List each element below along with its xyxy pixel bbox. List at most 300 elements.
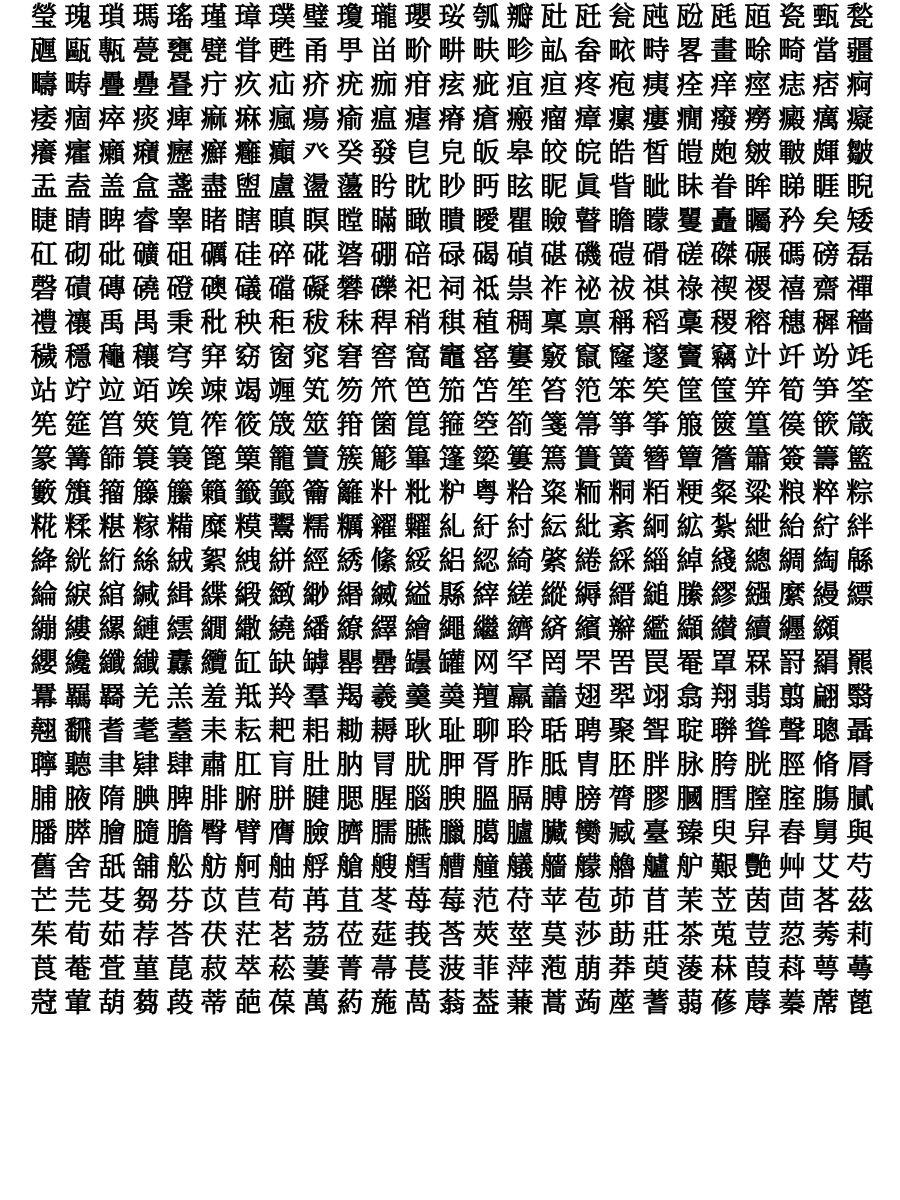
glyph-cell: 笋: [812, 375, 840, 407]
glyph-cell: 眩: [506, 171, 534, 203]
glyph-cell: 磔: [710, 239, 738, 271]
glyph-cell: 莠: [812, 919, 840, 951]
glyph-cell: 臉: [302, 817, 330, 849]
glyph-cell: 筬: [268, 409, 296, 441]
glyph-cell: 罔: [540, 647, 568, 679]
glyph-cell: 痰: [132, 103, 160, 135]
glyph-cell: 肭: [336, 749, 364, 781]
glyph-cell: 菴: [64, 953, 92, 985]
glyph-cell: 罸: [778, 647, 806, 679]
glyph-cell: 膃: [472, 783, 500, 815]
glyph-cell: 甃: [846, 1, 874, 33]
glyph-cell: 聳: [744, 715, 772, 747]
glyph-cell: 肆: [166, 749, 194, 781]
glyph-cell: 粨: [642, 477, 670, 509]
glyph-cell: 皹: [812, 137, 840, 169]
glyph-cell: 瓰: [676, 1, 704, 33]
glyph-cell: 艪: [608, 851, 636, 883]
glyph-cell: 甎: [98, 35, 126, 67]
glyph-cell: 砠: [166, 239, 194, 271]
glyph-cell: 萸: [642, 953, 670, 985]
glyph-cell: 蓊: [438, 987, 466, 1019]
glyph-cell: 羈: [64, 681, 92, 713]
glyph-cell: 簗: [472, 443, 500, 475]
glyph-cell: 穢: [30, 341, 58, 373]
glyph-cell: 瞋: [268, 205, 296, 237]
glyph-cell: 眦: [642, 171, 670, 203]
glyph-cell: 莨: [30, 953, 58, 985]
glyph-cell: 胄: [574, 749, 602, 781]
glyph-cell: 脉: [676, 749, 704, 781]
glyph-cell: 瘋: [268, 103, 296, 135]
glyph-cell: 經: [302, 545, 330, 577]
glyph-cell: 翊: [642, 681, 670, 713]
glyph-cell: 艤: [506, 851, 534, 883]
glyph-cell: 艀: [302, 851, 330, 883]
glyph-cell: 痼: [64, 103, 92, 135]
glyph-cell: 舅: [812, 817, 840, 849]
glyph-cell: 苞: [574, 885, 602, 917]
glyph-cell: 荅: [166, 919, 194, 951]
glyph-cell: 矇: [642, 205, 670, 237]
glyph-cell: 茫: [234, 919, 262, 951]
glyph-cell: 皴: [744, 137, 772, 169]
glyph-cell: 磽: [132, 273, 160, 305]
glyph-cell: 瘤: [540, 103, 568, 135]
glyph-cell: 羃: [30, 681, 58, 713]
glyph-cell: 碾: [744, 239, 772, 271]
glyph-cell: 與: [846, 817, 874, 849]
glyph-cell: 糢: [234, 511, 262, 543]
glyph-cell: 繖: [234, 613, 262, 645]
glyph-cell: 眈: [404, 171, 432, 203]
glyph-cell: 瞿: [506, 205, 534, 237]
glyph-cell: 眞: [574, 171, 602, 203]
glyph-cell: 粽: [846, 477, 874, 509]
glyph-cell: 碣: [472, 239, 500, 271]
glyph-cell: 纒: [778, 613, 806, 645]
glyph-cell: 矣: [812, 205, 840, 237]
glyph-cell: 甬: [302, 35, 330, 67]
glyph-cell: 縢: [676, 579, 704, 611]
glyph-cell: 縋: [642, 579, 670, 611]
glyph-cell: 硼: [370, 239, 398, 271]
glyph-cell: 臟: [540, 817, 568, 849]
glyph-cell: 瞑: [302, 205, 330, 237]
glyph-cell: 瘍: [302, 103, 330, 135]
glyph-cell: 臂: [234, 817, 262, 849]
glyph-cell: 絳: [30, 545, 58, 577]
glyph-cell: 皖: [574, 137, 602, 169]
glyph-cell: 皺: [846, 137, 874, 169]
glyph-cell: 紿: [778, 511, 806, 543]
glyph-cell: 甞: [234, 35, 262, 67]
glyph-cell: 胙: [506, 749, 534, 781]
glyph-cell: 翹: [30, 715, 58, 747]
glyph-cell: 筥: [98, 409, 126, 441]
glyph-cell: 畭: [744, 35, 772, 67]
glyph-cell: 紂: [506, 511, 534, 543]
glyph-cell: 腑: [234, 783, 262, 815]
glyph-cell: 耒: [200, 715, 228, 747]
glyph-cell: 痒: [710, 69, 738, 101]
glyph-cell: 聢: [676, 715, 704, 747]
glyph-cell: 艱: [710, 851, 738, 883]
glyph-cell: 疳: [404, 69, 432, 101]
glyph-cell: 臧: [608, 817, 636, 849]
glyph-cell: 磧: [64, 273, 92, 305]
glyph-cell: 縹: [846, 579, 874, 611]
glyph-cell: 瞻: [608, 205, 636, 237]
glyph-cell: 篋: [710, 409, 738, 441]
glyph-cell: 萇: [404, 953, 432, 985]
glyph-cell: 舐: [98, 851, 126, 883]
glyph-cell: 辮: [608, 613, 636, 645]
glyph-cell: 紜: [540, 511, 568, 543]
glyph-cell: 窰: [472, 341, 500, 373]
glyph-cell: 糅: [64, 511, 92, 543]
glyph-cell: 睾: [166, 205, 194, 237]
glyph-cell: 芻: [132, 885, 160, 917]
glyph-cell: 綰: [98, 579, 126, 611]
glyph-cell: 聨: [710, 715, 738, 747]
glyph-cell: 罩: [710, 647, 738, 679]
glyph-cell: 甼: [336, 35, 364, 67]
glyph-cell: 糺: [438, 511, 466, 543]
glyph-cell: 繝: [200, 613, 228, 645]
glyph-cell: 籘: [166, 477, 194, 509]
glyph-cell: 窕: [302, 341, 330, 373]
glyph-cell: 瞽: [574, 205, 602, 237]
glyph-cell: 瓊: [336, 1, 364, 33]
glyph-cell: 瓮: [608, 1, 636, 33]
glyph-cell: 罎: [404, 647, 432, 679]
glyph-cell: 痾: [846, 69, 874, 101]
glyph-cell: 蔆: [676, 953, 704, 985]
glyph-cell: 癩: [98, 137, 126, 169]
glyph-cell: 綏: [404, 545, 432, 577]
glyph-cell: 苳: [370, 885, 398, 917]
glyph-cell: 畊: [438, 35, 466, 67]
glyph-cell: 痞: [812, 69, 840, 101]
glyph-cell: 笊: [370, 375, 398, 407]
glyph-cell: 筰: [200, 409, 228, 441]
glyph-cell: 祺: [642, 273, 670, 305]
glyph-cell: 窖: [370, 341, 398, 373]
glyph-cell: 緲: [302, 579, 330, 611]
glyph-cell: 聒: [540, 715, 568, 747]
glyph-cell: 羯: [336, 681, 364, 713]
glyph-cell: 緻: [268, 579, 296, 611]
glyph-cell: 璞: [268, 1, 296, 33]
glyph-cell: 瓲: [642, 1, 670, 33]
glyph-cell: 罠: [642, 647, 670, 679]
glyph-cell: 禪: [846, 273, 874, 305]
glyph-cell: 苣: [234, 885, 262, 917]
glyph-cell: 网: [472, 647, 500, 679]
glyph-cell: 瞰: [404, 205, 432, 237]
glyph-cell: 緘: [132, 579, 160, 611]
glyph-cell: 蒿: [540, 987, 568, 1019]
glyph-cell: 胝: [540, 749, 568, 781]
glyph-cell: 耋: [166, 715, 194, 747]
glyph-cell: 聰: [812, 715, 840, 747]
glyph-cell: 罨: [676, 647, 704, 679]
glyph-cell: 芬: [166, 885, 194, 917]
glyph-cell: 膩: [846, 783, 874, 815]
glyph-cell: 睇: [778, 171, 806, 203]
glyph-cell: 聚: [608, 715, 636, 747]
glyph-cell: 膾: [98, 817, 126, 849]
glyph-cell: 冐: [370, 749, 398, 781]
glyph-cell: 籌: [812, 443, 840, 475]
glyph-cell: 羶: [472, 681, 500, 713]
glyph-cell: 膽: [166, 817, 194, 849]
glyph-cell: 糯: [302, 511, 330, 543]
glyph-cell: 癶: [302, 137, 330, 169]
glyph-cell: 腥: [370, 783, 398, 815]
glyph-cell: 總: [744, 545, 772, 577]
glyph-grid: [27, 0, 877, 1020]
glyph-cell: 葷: [64, 987, 92, 1019]
glyph-cell: 篶: [540, 443, 568, 475]
glyph-cell: 聘: [574, 715, 602, 747]
glyph-cell: 稙: [472, 307, 500, 339]
glyph-cell: 篏: [812, 409, 840, 441]
glyph-cell: 葭: [744, 953, 772, 985]
glyph-cell: 竏: [778, 341, 806, 373]
glyph-cell: 茘: [302, 919, 330, 951]
glyph-cell: 脯: [30, 783, 58, 815]
glyph-cell: 絆: [846, 511, 874, 543]
glyph-cell: 芒: [30, 885, 58, 917]
glyph-cell: 篷: [438, 443, 466, 475]
glyph-cell: 脣: [846, 749, 874, 781]
glyph-cell: 篝: [64, 443, 92, 475]
glyph-cell: 蓖: [846, 987, 874, 1019]
glyph-cell: 肅: [200, 749, 228, 781]
glyph-cell: 箟: [404, 409, 432, 441]
glyph-cell: 羌: [132, 681, 160, 713]
glyph-cell: 祓: [608, 273, 636, 305]
glyph-cell: 縟: [574, 579, 602, 611]
glyph-cell: 碌: [438, 239, 466, 271]
glyph-cell: 筵: [64, 409, 92, 441]
glyph-cell: 絏: [234, 545, 262, 577]
glyph-cell: 箏: [608, 409, 636, 441]
glyph-cell: 莚: [370, 919, 398, 951]
glyph-cell: 腟: [778, 783, 806, 815]
glyph-cell: 簟: [676, 443, 704, 475]
glyph-cell: 耘: [234, 715, 262, 747]
glyph-cell: 耜: [302, 715, 330, 747]
glyph-cell: 葹: [370, 987, 398, 1019]
glyph-cell: 菁: [336, 953, 364, 985]
glyph-cell: 蓐: [744, 987, 772, 1019]
glyph-cell: 痙: [744, 69, 772, 101]
glyph-cell: 耨: [370, 715, 398, 747]
glyph-cell: 簓: [370, 443, 398, 475]
glyph-cell: 睥: [98, 205, 126, 237]
glyph-cell: 粮: [778, 477, 806, 509]
glyph-cell: 皃: [438, 137, 466, 169]
glyph-cell: 茣: [540, 919, 568, 951]
glyph-cell: 瘻: [642, 103, 670, 135]
glyph-cell: 瓔: [404, 1, 432, 33]
glyph-cell: 笂: [302, 375, 330, 407]
glyph-cell: 萓: [98, 953, 126, 985]
glyph-cell: 粡: [608, 477, 636, 509]
glyph-cell: 菘: [268, 953, 296, 985]
glyph-cell: 舖: [132, 851, 160, 883]
glyph-cell: 箘: [370, 409, 398, 441]
glyph-cell: 茴: [778, 885, 806, 917]
glyph-cell: 綮: [540, 545, 568, 577]
glyph-cell: 臈: [472, 817, 500, 849]
glyph-cell: 眷: [710, 171, 738, 203]
glyph-cell: 葢: [472, 987, 500, 1019]
glyph-cell: 羲: [370, 681, 398, 713]
glyph-cell: 秧: [234, 307, 262, 339]
glyph-cell: 疝: [268, 69, 296, 101]
glyph-cell: 膈: [506, 783, 534, 815]
glyph-cell: 罕: [506, 647, 534, 679]
glyph-cell: 羹: [404, 681, 432, 713]
glyph-cell: 祿: [676, 273, 704, 305]
glyph-cell: 簽: [778, 443, 806, 475]
glyph-cell: 茱: [30, 919, 58, 951]
glyph-cell: 瑣: [98, 1, 126, 33]
glyph-cell: 莅: [336, 919, 364, 951]
glyph-cell: 臑: [370, 817, 398, 849]
glyph-cell: 當: [812, 35, 840, 67]
glyph-cell: 畫: [710, 35, 738, 67]
glyph-cell: 蓍: [642, 987, 670, 1019]
glyph-cell: 舩: [166, 851, 194, 883]
glyph-cell: 癸: [336, 137, 364, 169]
glyph-cell: 莢: [472, 919, 500, 951]
glyph-cell: 粭: [506, 477, 534, 509]
glyph-cell: 筅: [30, 409, 58, 441]
glyph-cell: 緕: [540, 613, 568, 645]
glyph-cell: 簫: [744, 443, 772, 475]
glyph-cell: 腮: [336, 783, 364, 815]
glyph-cell: 笞: [540, 375, 568, 407]
glyph-cell: 祚: [540, 273, 568, 305]
glyph-cell: 簣: [574, 443, 602, 475]
glyph-cell: 筱: [234, 409, 262, 441]
glyph-cell: 苜: [642, 885, 670, 917]
glyph-cell: 痲: [200, 103, 228, 135]
glyph-cell: 稟: [540, 307, 568, 339]
glyph-cell: 葫: [98, 987, 126, 1019]
glyph-cell: 睨: [846, 171, 874, 203]
glyph-cell: 罘: [574, 647, 602, 679]
glyph-cell: 粫: [574, 477, 602, 509]
glyph-cell: 癢: [30, 137, 58, 169]
glyph-cell: 疔: [200, 69, 228, 101]
glyph-cell: 莽: [608, 953, 636, 985]
glyph-cell: 畆: [540, 35, 568, 67]
glyph-cell: 眸: [744, 171, 772, 203]
glyph-cell: 瘉: [336, 103, 364, 135]
glyph-cell: 臻: [676, 817, 704, 849]
glyph-cell: 繙: [302, 613, 330, 645]
glyph-cell: 纛: [166, 647, 194, 679]
glyph-cell: 癡: [846, 103, 874, 135]
glyph-cell: 竚: [64, 375, 92, 407]
glyph-cell: 粹: [812, 477, 840, 509]
glyph-cell: 癬: [200, 137, 228, 169]
glyph-cell: 箜: [472, 409, 500, 441]
glyph-cell: 磅: [812, 239, 840, 271]
glyph-cell: 皋: [506, 137, 534, 169]
glyph-cell: 纃: [506, 613, 534, 645]
glyph-cell: 禺: [132, 307, 160, 339]
glyph-cell: 膵: [64, 817, 92, 849]
glyph-cell: 碚: [404, 239, 432, 271]
glyph-cell: 隋: [98, 783, 126, 815]
glyph-cell: 瓩: [574, 1, 602, 33]
glyph-cell: 盒: [132, 171, 160, 203]
glyph-cell: 罟: [608, 647, 636, 679]
glyph-cell: 箍: [438, 409, 466, 441]
glyph-cell: 眄: [472, 171, 500, 203]
glyph-cell: 窗: [268, 341, 296, 373]
glyph-cell: 筝: [642, 409, 670, 441]
glyph-cell: 痿: [30, 103, 58, 135]
glyph-cell: 苹: [540, 885, 568, 917]
glyph-cell: 瑪: [132, 1, 160, 33]
glyph-cell: 瘡: [472, 103, 500, 135]
glyph-cell: 萠: [574, 953, 602, 985]
glyph-cell: 粐: [438, 477, 466, 509]
glyph-cell: 痃: [438, 69, 466, 101]
glyph-cell: 皸: [778, 137, 806, 169]
glyph-cell: 禮: [30, 307, 58, 339]
glyph-cell: 綺: [506, 545, 534, 577]
glyph-cell: 絨: [166, 545, 194, 577]
glyph-cell: 綽: [676, 545, 704, 577]
glyph-cell: 禊: [710, 273, 738, 305]
glyph-cell: 竝: [98, 375, 126, 407]
glyph-cell: 臺: [642, 817, 670, 849]
glyph-cell: 絖: [64, 545, 92, 577]
glyph-cell: 莉: [846, 919, 874, 951]
glyph-cell: 礒: [234, 273, 262, 305]
glyph-cell: 蒻: [676, 987, 704, 1019]
glyph-cell: 睿: [132, 205, 160, 237]
glyph-cell: 纎: [132, 647, 160, 679]
glyph-cell: 糴: [370, 511, 398, 543]
glyph-cell: 畚: [574, 35, 602, 67]
glyph-cell: 瞶: [438, 205, 466, 237]
glyph-cell: 竰: [268, 375, 296, 407]
glyph-cell: 稱: [608, 307, 636, 339]
glyph-cell: 窈: [234, 341, 262, 373]
glyph-cell: 縱: [540, 579, 568, 611]
glyph-cell: 畛: [506, 35, 534, 67]
glyph-cell: 盡: [200, 171, 228, 203]
glyph-cell: 羞: [200, 681, 228, 713]
glyph-cell: 纐: [812, 613, 840, 645]
glyph-cell: 縻: [778, 579, 806, 611]
glyph-cell: 繪: [404, 613, 432, 645]
glyph-cell: 苡: [200, 885, 228, 917]
glyph-cell: 胥: [472, 749, 500, 781]
glyph-cell: 睫: [30, 205, 58, 237]
glyph-cell: 疵: [472, 69, 500, 101]
